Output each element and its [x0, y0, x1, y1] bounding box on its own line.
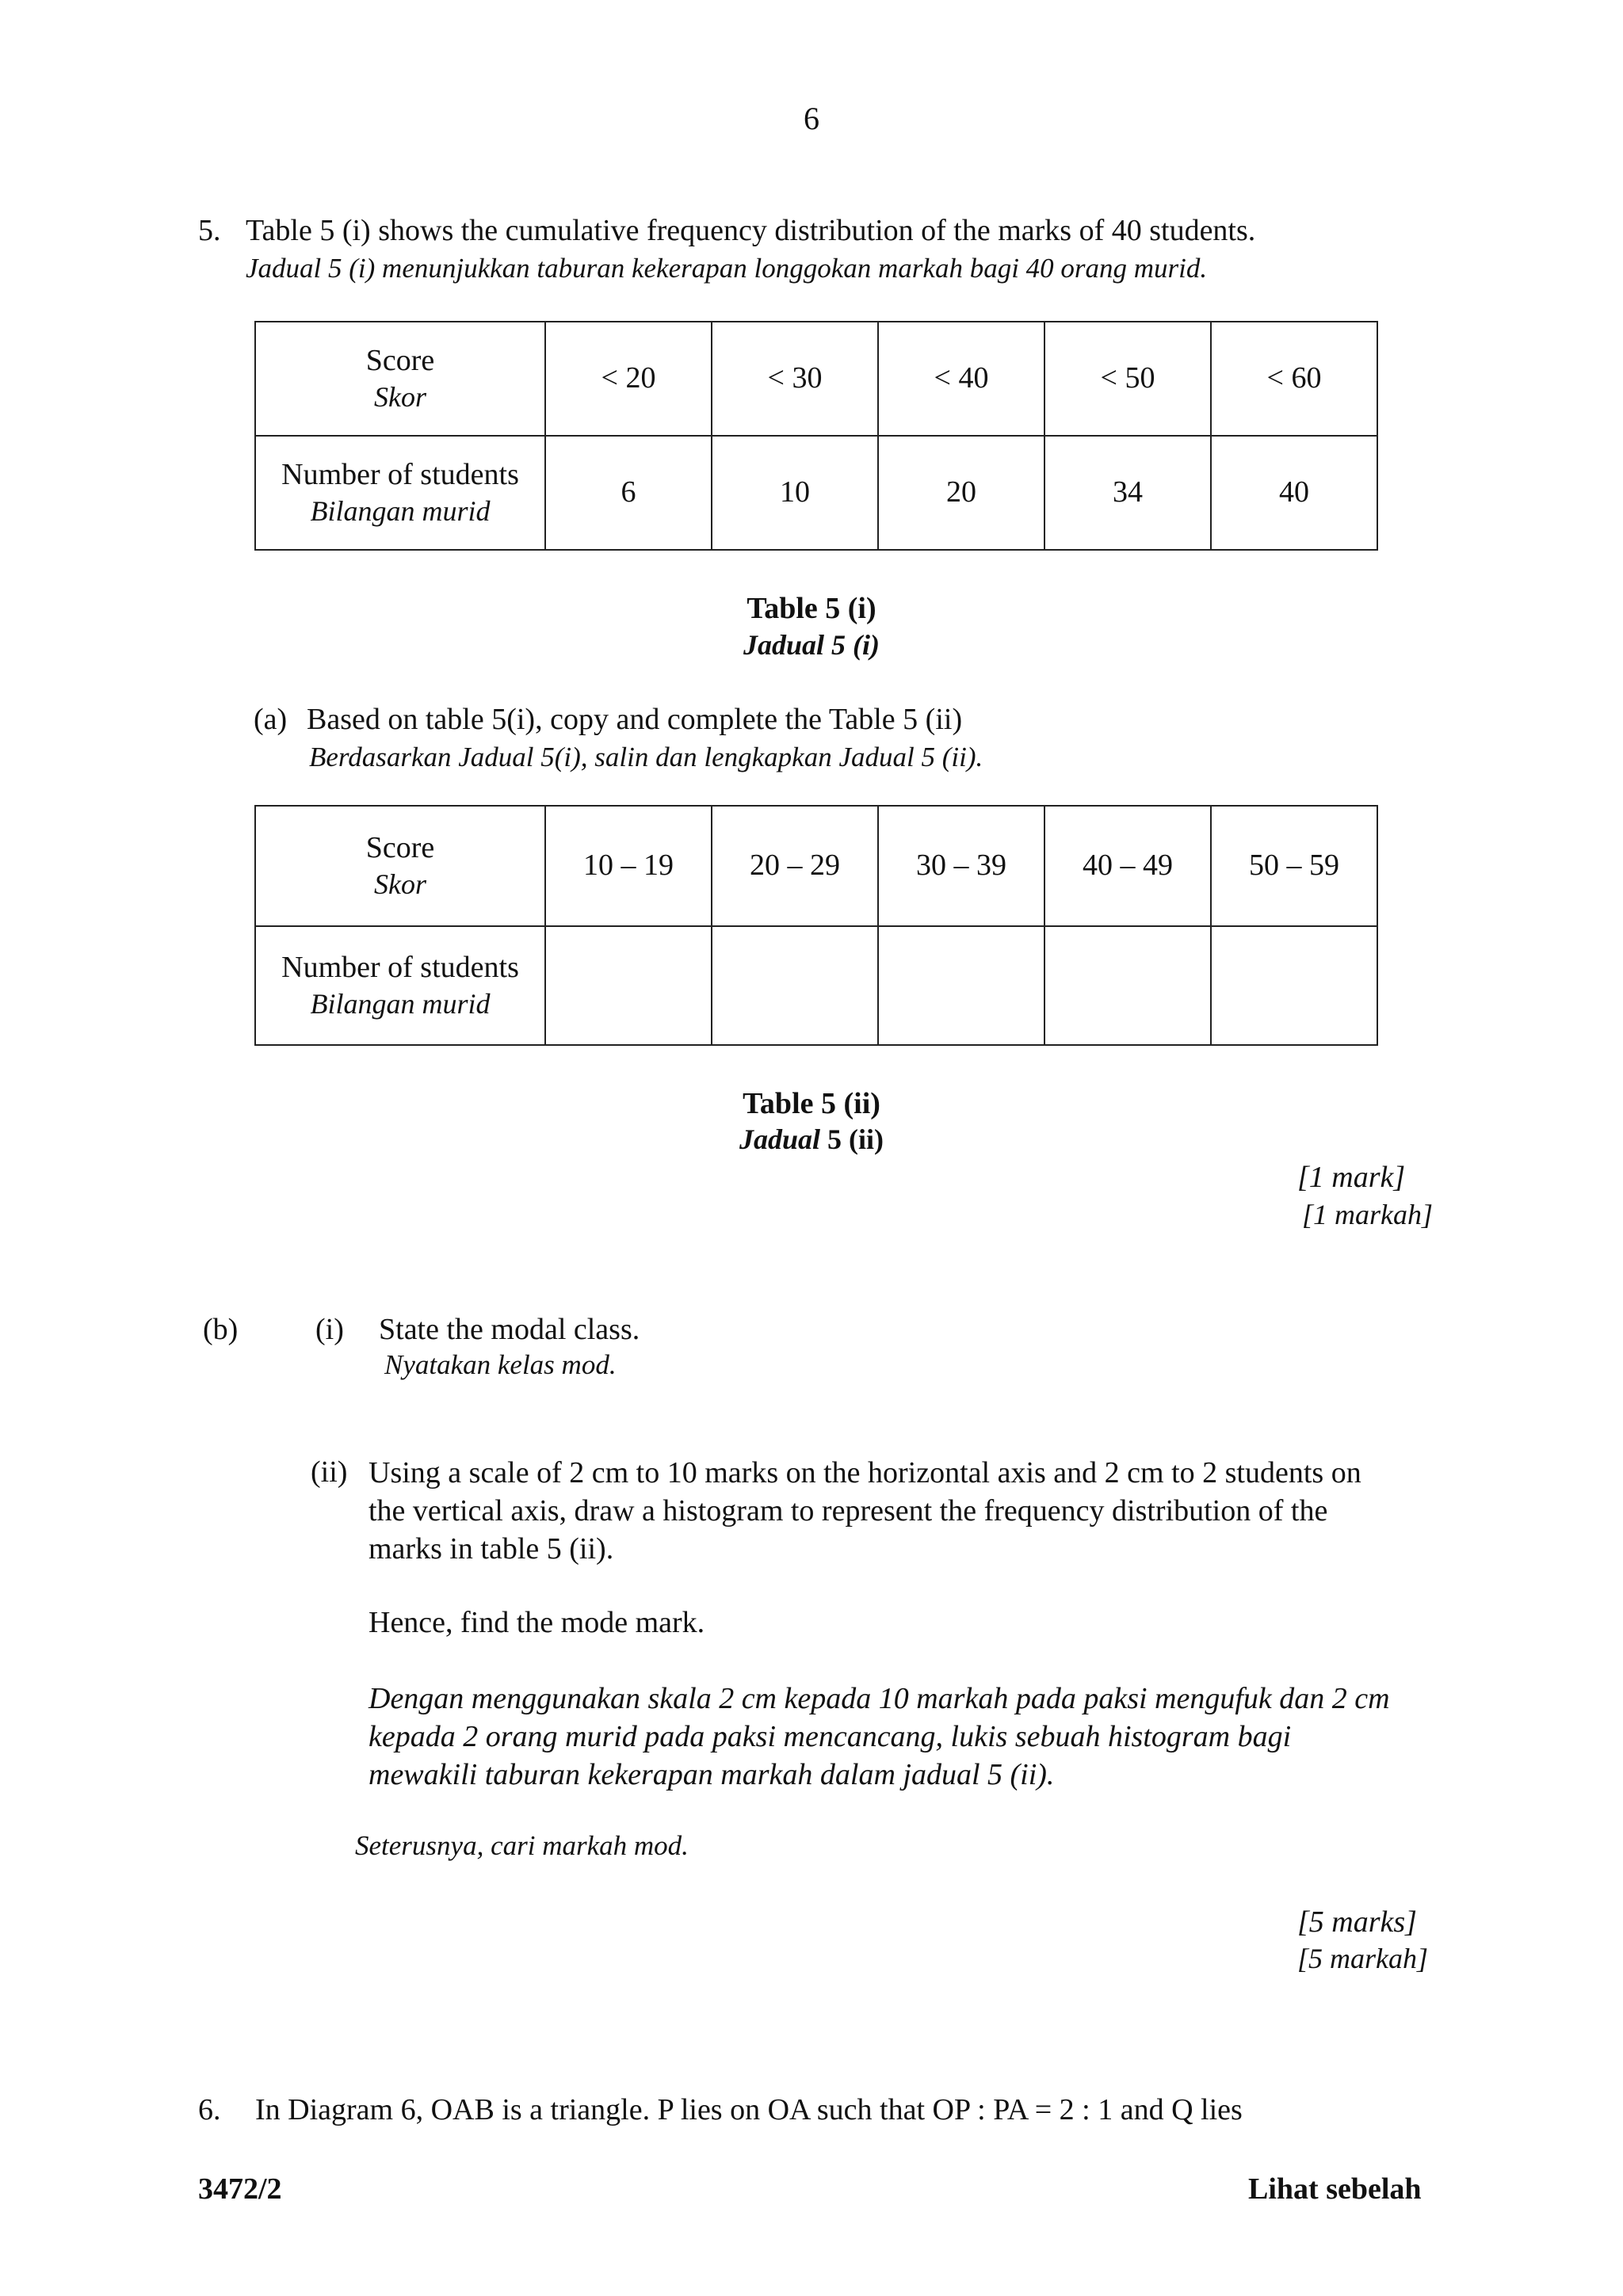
part-b-ii-label: (ii) — [311, 1455, 348, 1489]
part-b-marks-malay: [5 markah] — [1297, 1943, 1429, 1974]
table-5-i-caption-malay: Jadual 5 (i) — [743, 629, 880, 661]
part-b-i-text-malay: Nyatakan kelas mod. — [384, 1349, 617, 1380]
students-label: Number of students — [281, 950, 519, 984]
part-a-marks: [1 mark] — [1297, 1161, 1406, 1194]
table-cell: 10 — [712, 436, 878, 550]
table-cell: 6 — [545, 436, 712, 550]
table-header-students — [255, 926, 545, 1045]
table-cell: < 40 — [878, 322, 1044, 436]
part-b-label: (b) — [203, 1313, 239, 1346]
table-5-ii-caption: Table 5 (ii) — [743, 1087, 880, 1120]
students-label-malay: Bilangan murid — [310, 988, 491, 1020]
table-cell: < 60 — [1211, 322, 1377, 436]
table-cell: < 30 — [712, 322, 878, 436]
table-cell: 40 — [1211, 436, 1377, 550]
table-cell-empty — [878, 926, 1044, 1045]
part-b-i-text-english: State the modal class. — [379, 1313, 640, 1346]
table-cell: 30 – 39 — [878, 806, 1044, 926]
score-label: Score — [365, 830, 435, 864]
part-b-ii-text-english: Using a scale of 2 cm to 10 marks on the horizontal axis and 2 cm to 2 students on the vertical axis, draw a histogram to represent the frequency distribution of the marks in table 5 (ii). — [369, 1456, 1361, 1566]
part-a-label: (a) — [254, 703, 288, 736]
table-header-students — [255, 436, 545, 550]
question-5-intro-english: Table 5 (i) shows the cumulative frequency distribution of the marks of 40 students. — [246, 214, 1256, 247]
part-b-ii-text-malay: Dengan menggunakan skala 2 cm kepada 10 markah pada paksi mengufuk dan 2 cm kepada 2 orang murid pada paksi mencancang, lukis sebuah histogram bagi mewakili taburan kekerapan markah dalam jadual 5 (ii). — [369, 1682, 1390, 1791]
table-cell: 10 – 19 — [545, 806, 712, 926]
table-5-i — [254, 321, 1378, 551]
caption-malay-italic: Jadual — [739, 1123, 821, 1155]
table-row — [255, 322, 1377, 436]
question-6-text: In Diagram 6, OAB is a triangle. P lies on OA such that OP : PA = 2 : 1 and Q lies — [255, 2093, 1243, 2126]
score-label-malay: Skor — [374, 868, 426, 901]
table-cell: 20 – 29 — [712, 806, 878, 926]
table-cell-empty — [712, 926, 878, 1045]
part-b-ii-hence-malay: Seterusnya, cari markah mod. — [355, 1830, 689, 1861]
part-a-text-malay: Berdasarkan Jadual 5(i), salin dan lengkapkan Jadual 5 (ii). — [309, 742, 983, 772]
part-b-i-label: (i) — [315, 1313, 344, 1346]
part-b-marks: [5 marks] — [1297, 1905, 1417, 1939]
table-cell-empty — [1211, 926, 1377, 1045]
part-b-ii-hence-english: Hence, find the mode mark. — [369, 1606, 705, 1639]
part-a-marks-malay: [1 markah] — [1302, 1199, 1434, 1230]
question-5-number: 5. — [198, 214, 221, 247]
turn-over-note: Lihat sebelah — [1248, 2172, 1422, 2206]
score-label: Score — [365, 343, 435, 377]
table-row — [255, 806, 1377, 926]
paper-code: 3472/2 — [198, 2172, 282, 2206]
table-cell: < 50 — [1044, 322, 1211, 436]
table-cell: 20 — [878, 436, 1044, 550]
students-label-malay: Bilangan murid — [310, 495, 491, 528]
table-cell: < 20 — [545, 322, 712, 436]
page-number: 6 — [804, 101, 819, 136]
table-cell-empty — [545, 926, 712, 1045]
caption-malay-rest: 5 (ii) — [820, 1123, 884, 1155]
score-label-malay: Skor — [374, 381, 426, 414]
question-5-intro-malay: Jadual 5 (i) menunjukkan taburan kekerapan longgokan markah bagi 40 orang murid. — [246, 253, 1208, 284]
part-a-text-english: Based on table 5(i), copy and complete the Table 5 (ii) — [307, 703, 963, 736]
table-row — [255, 926, 1377, 1045]
table-5-i-caption: Table 5 (i) — [747, 592, 876, 625]
table-header-score — [255, 806, 545, 926]
table-5-ii — [254, 805, 1378, 1046]
table-5-ii-caption-malay — [0, 1122, 1623, 1158]
table-cell: 40 – 49 — [1044, 806, 1211, 926]
question-6-number: 6. — [198, 2093, 221, 2126]
table-cell: 34 — [1044, 436, 1211, 550]
students-label: Number of students — [281, 457, 519, 491]
table-row — [255, 436, 1377, 550]
table-cell-empty — [1044, 926, 1211, 1045]
table-cell: 50 – 59 — [1211, 806, 1377, 926]
table-header-score — [255, 322, 545, 436]
